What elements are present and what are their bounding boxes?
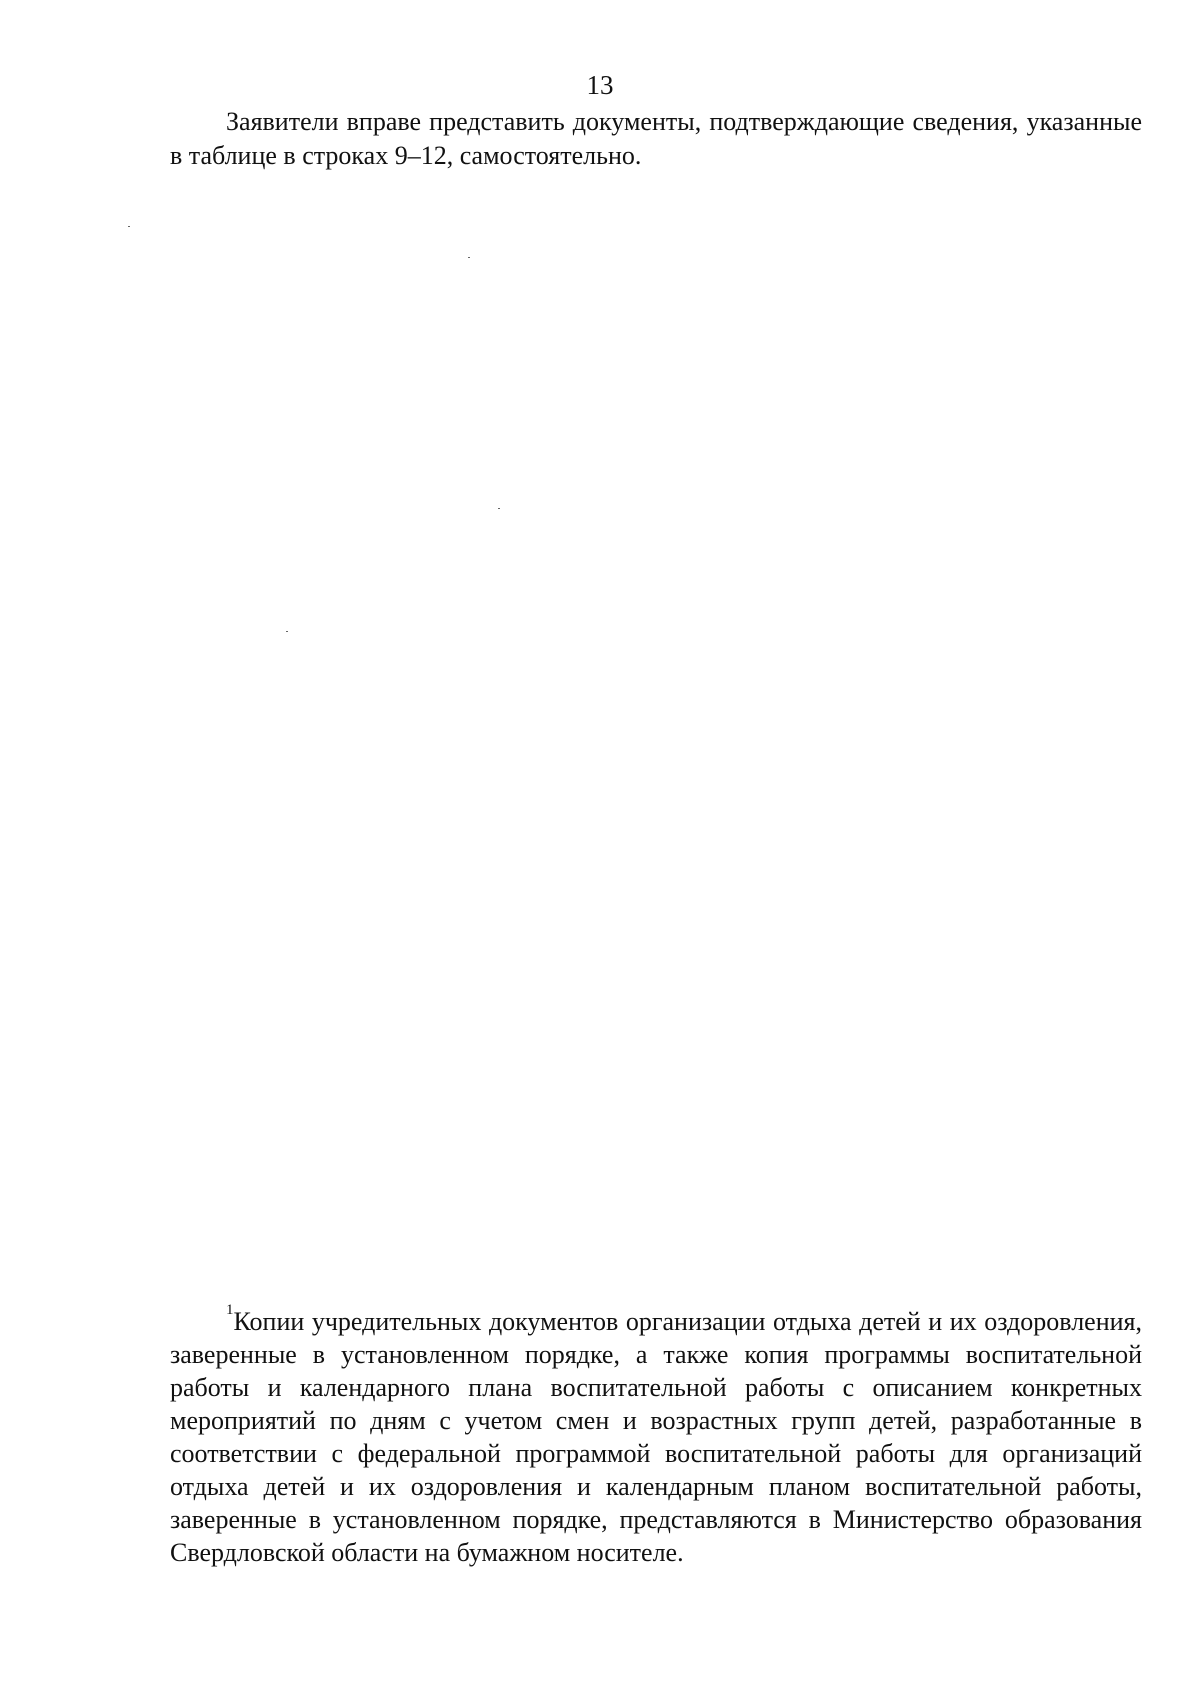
scan-speck	[498, 508, 500, 509]
footnote-marker: 1	[226, 1302, 234, 1318]
footnote	[170, 1302, 1142, 1569]
scan-speck	[128, 226, 130, 227]
page-number: 13	[586, 70, 614, 100]
scan-speck	[468, 257, 470, 258]
scan-speck	[286, 631, 288, 632]
footnote-text: Копии учредительных документов организации отдыха детей и их оздоровления, заверенные в установленном порядке, а также копия программы воспитательной работы и календарного плана воспитательной работы с описанием конкретных мероприятий по дням с учетом смен и возрастных групп детей, разработанные в соответствии с федеральной программой воспитательной работы для организаций отдыха детей и их оздоровления и календарным планом воспитательной работы, заверенные в установленном порядке, представляются в Министерство образования Свердловской области на бумажном носителе.	[170, 1307, 1142, 1567]
body-paragraph: Заявители вправе представить документы, подтверждающие сведения, указанные в таблице в строках 9–12, самостоятельно.	[170, 107, 1142, 170]
